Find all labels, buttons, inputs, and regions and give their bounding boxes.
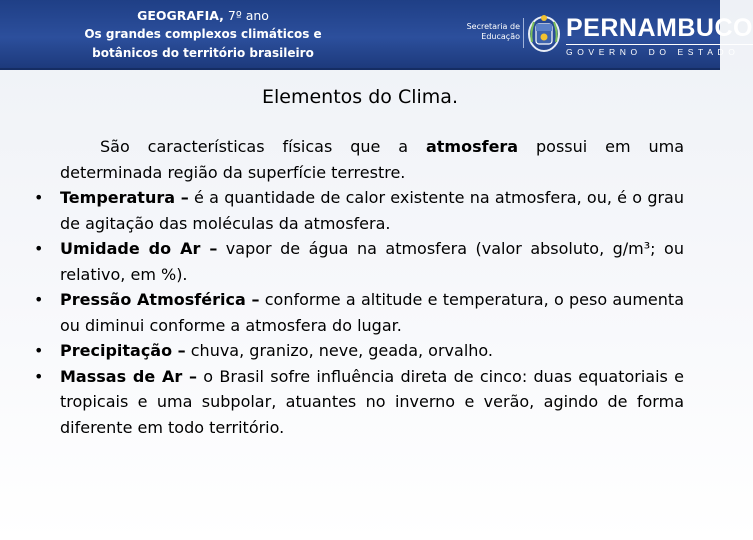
bullet-text: conforme a altitude e temperatura, o peso aumenta ou diminui conforme a atmosfera do lugar. xyxy=(60,290,684,335)
bullet-term: Pressão Atmosférica – xyxy=(60,290,260,309)
intro-text-after: possui em uma determinada região da superfície terrestre. xyxy=(60,137,685,182)
brand-logo xyxy=(566,14,753,57)
secretaria-label xyxy=(456,22,520,42)
header-subject: GEOGRAFIA, xyxy=(137,8,224,23)
bullet-text: é a quantidade de calor existente na atmosfera, ou, é o grau de agitação das moléculas da atmosfera. xyxy=(60,188,684,233)
bullet-text: chuva, granizo, neve, geada, orvalho. xyxy=(185,341,493,360)
bullet-marker: • xyxy=(34,188,44,207)
bullet-term: Temperatura – xyxy=(60,188,189,207)
bullet-text: o Brasil sofre influência direta de cinco: duas equatoriais e tropicais e uma subpolar, atuantes no inverno e verão, agindo de forma diferente em todo território. xyxy=(60,366,685,437)
list-item xyxy=(34,185,684,236)
header-banner xyxy=(0,0,753,70)
list-item xyxy=(34,287,684,338)
slide-content xyxy=(34,134,684,440)
bullet-term: Precipitação – xyxy=(60,341,186,360)
list-item xyxy=(34,236,684,287)
header-topic-line-2: botânicos do território brasileiro xyxy=(92,46,314,60)
header-subject-line xyxy=(58,6,348,25)
bullet-marker: • xyxy=(34,341,44,360)
bullet-term: Umidade do Ar – xyxy=(60,239,218,258)
bullet-list xyxy=(34,185,684,440)
bullet-text: vapor de água na atmosfera (valor absoluto, g/m³; ou relativo, em %). xyxy=(60,239,684,284)
list-item xyxy=(34,338,684,364)
header-grade: 7º ano xyxy=(223,8,269,23)
intro-paragraph xyxy=(34,134,684,185)
intro-bold-term: atmosfera xyxy=(425,137,519,156)
header-topic-line-1: Os grandes complexos climáticos e xyxy=(84,27,322,41)
pernambuco-coat-of-arms-icon xyxy=(526,12,562,54)
bullet-marker: • xyxy=(34,366,44,386)
header-course-info xyxy=(58,6,348,63)
bullet-marker: • xyxy=(34,290,44,309)
secretaria-line-1: Secretaria de xyxy=(466,22,520,31)
list-item xyxy=(34,364,684,441)
secretaria-line-2: Educação xyxy=(481,32,520,41)
bullet-term: Massas de Ar – xyxy=(60,366,198,386)
header-divider xyxy=(523,18,524,48)
intro-text-before: São características físicas que a xyxy=(100,137,426,156)
brand-subtitle: GOVERNO DO ESTADO xyxy=(566,44,753,57)
page-title: Elementos do Clima. xyxy=(262,86,458,108)
brand-name: PERNAMBUCO xyxy=(566,14,753,42)
bullet-marker: • xyxy=(34,239,44,258)
